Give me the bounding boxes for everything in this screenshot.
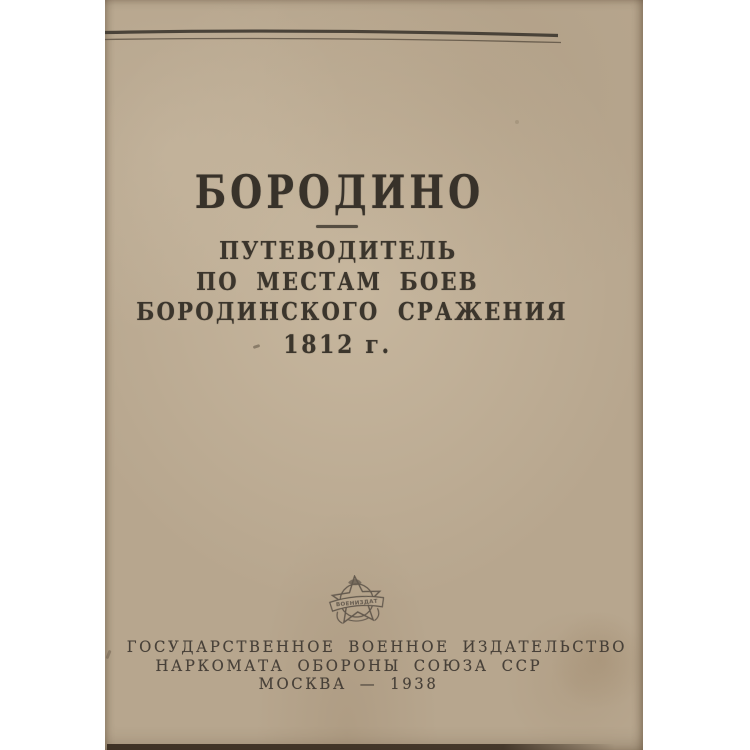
imprint-publisher: ГОСУДАРСТВЕННОЕ ВОЕННОЕ ИЗДАТЕЛЬСТВО [126, 637, 628, 656]
imprint-block [105, 0, 628, 750]
book-title-page [105, 0, 643, 750]
subtitle-line-2: ПО МЕСТАМ БОЕВ [196, 267, 480, 296]
book-bottom-edge [107, 744, 615, 750]
imprint-organization: НАРКОМАТА ОБОРОНЫ СОЮЗА ССР [155, 656, 542, 675]
imprint-city-year: МОСКВА — 1938 [258, 674, 439, 693]
stamp-label: ВОЕНИЗДАТ [335, 598, 379, 609]
subtitle-line-1: ПУТЕВОДИТЕЛЬ [218, 236, 457, 265]
book-title: БОРОДИНО [194, 165, 484, 219]
subtitle-year: 1812 г. [283, 330, 393, 359]
paper-speck [515, 120, 519, 124]
subtitle-line-3: БОРОДИНСКОГО СРАЖЕНИЯ [136, 297, 568, 326]
